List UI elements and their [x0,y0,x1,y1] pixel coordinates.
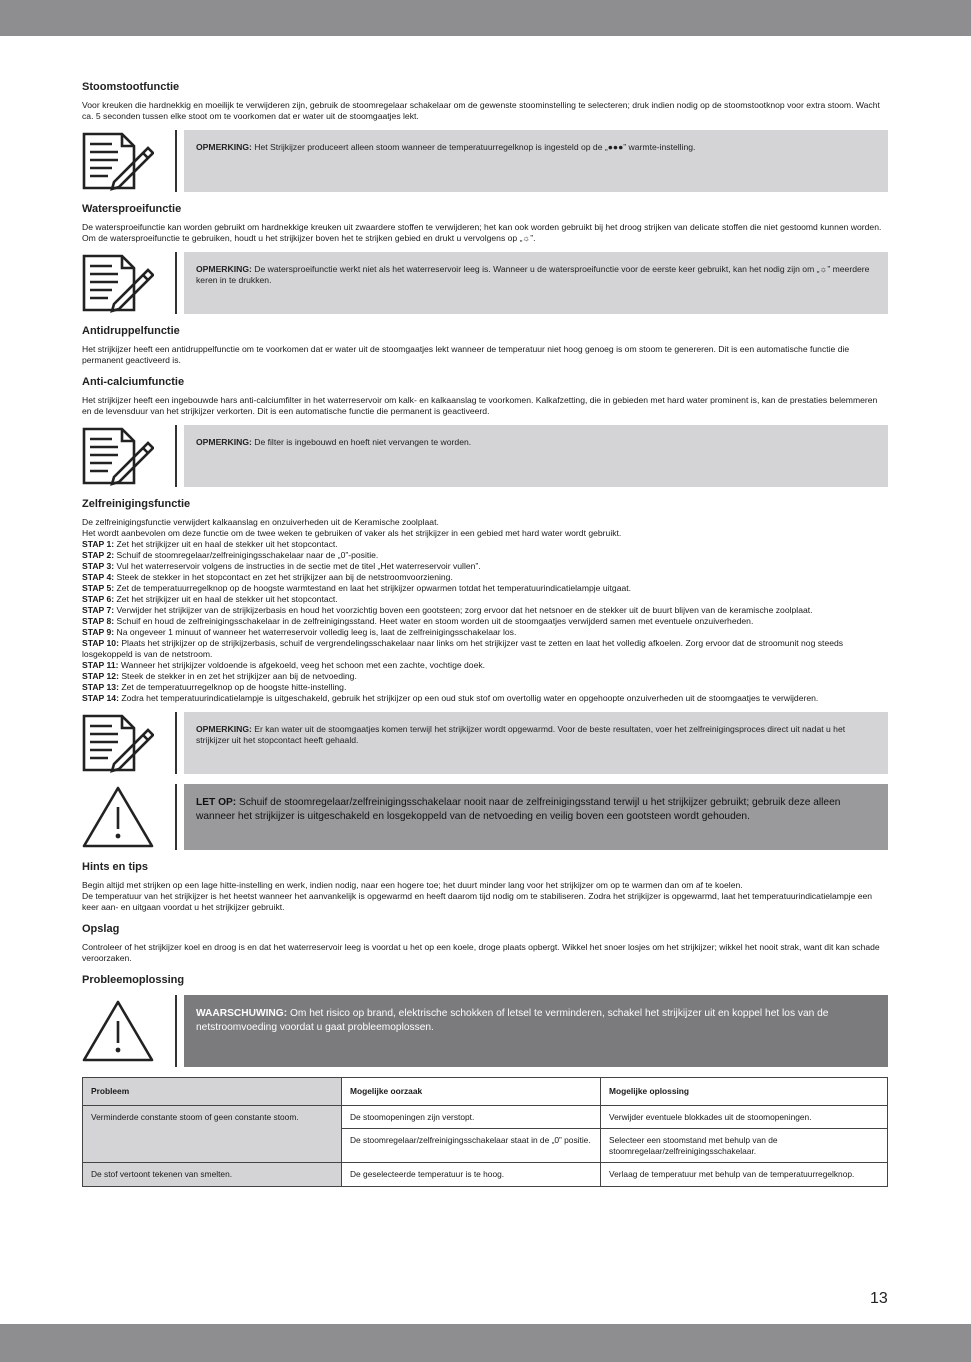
section-title: Zelfreinigingsfunctie [82,498,191,510]
cell-cause: De geselecteerde temperatuur is te hoog. [342,1163,601,1187]
step-4: STAP 4: Steek de stekker in het stopcontact en zet het strijkijzer aan bij de netstroomvoorziening. [82,572,453,582]
note-callout [82,252,888,314]
section-title: Stoomstootfunctie [82,81,180,93]
cell-problem: Verminderde constante stoom of geen constante stoom. [83,1105,342,1163]
section-body: De temperatuur van het strijkijzer is het heetst wanneer het aanvankelijk is opgewarmd en heeft daarom tijd nodig om te stabiliseren. Zodra het strijkijzer is opgewarmd, laat het temperatuurindicatielampje een keer aan- en uitgaan voordat u het strijkijzer gebruikt. [82,891,873,912]
caution-callout [82,784,888,850]
note-pencil-icon [82,130,162,192]
top-band [0,0,971,36]
note-pencil-icon [82,252,162,314]
step-8: STAP 8: Schuif en houd de zelfreinigingsschakelaar in de zelfreinigingsstand. Heet water en stoom worden uit de stoomgaatjes verwijderd samen met eventuele onzuiverheden. [82,616,754,626]
section-body: De zelfreinigingsfunctie verwijdert kalkaanslag en onzuiverheden uit de Keramische zoolplaat. [82,517,439,527]
caution-label: LET OP: [196,797,237,808]
header-solution: Mogelijke oplossing [601,1078,888,1106]
section-body: Voor kreuken die hardnekkig en moeilijk te verwijderen zijn, gebruik de stoomregelaar schakelaar om de gewenste stoominstelling te selecteren; druk indien nodig op de stoomstootknop voor extra stoom. Wacht ca. 5 seconden tussen elke stoot om te voorkomen dat er water uit de stoomgaatjes lekt. [82,100,880,121]
section-opslag [82,922,888,964]
step-14: STAP 14: Zodra het temperatuurindicatielampje is uitgeschakeld, gebruik het strijkijzer op een oud stuk stof om overtollig water en opgehoopte onzuiverheden uit de stoomgaatjes te verwijderen. [82,693,819,703]
cell-cause: De stoomopeningen zijn verstopt. [342,1105,601,1129]
bottom-band [0,1324,971,1362]
cell-problem: De stof vertoont tekenen van smelten. [83,1163,342,1187]
table-header-row [83,1078,888,1106]
section-stoomstoot [82,80,888,192]
callout-rule [175,784,177,850]
warning-triangle-icon [82,784,162,850]
callout-rule [175,252,177,314]
section-body: De watersproeifunctie kan worden gebruikt om hardnekkige kreuken uit zwaardere stoffen te verwijderen; het kan ook worden gebruikt bij het droog strijken van delicate stoffen die niet gestoomd kunnen worden. [82,222,882,232]
note-label: OPMERKING: [196,437,252,447]
table-row [83,1105,888,1129]
note-box [184,130,888,192]
cell-solution: Selecteer een stoomstand met behulp van de stoomregelaar/zelfreinigingsschakelaar. [601,1129,888,1163]
section-body: Om de watersproeifunctie te gebruiken, houdt u het strijkijzer boven het te strijken gebied en drukt u vervolgens op „☼”. [82,233,536,243]
section-watersproei [82,202,888,314]
section-title: Antidruppelfunctie [82,325,180,337]
section-body: Het strijkijzer heeft een ingebouwde hars anti-calciumfilter in het waterreservoir om kalk- en kalkaanslag te voorkomen. Kalkafzetting, die in gebieden met hard water prominent is, kan de prestaties belemmeren en de levensduur van het strijkijzer verkorten. Dit is een automatische functie die permanent is geactiveerd. [82,395,878,416]
note-callout [82,712,888,774]
note-pencil-icon [82,712,162,774]
caution-box [184,784,888,850]
section-title: Anti-calciumfunctie [82,376,185,388]
cell-solution: Verlaag de temperatuur met behulp van de temperatuurregelknop. [601,1163,888,1187]
cell-cause: De stoomregelaar/zelfreinigingsschakelaar staat in de „0” positie. [342,1129,601,1163]
note-label: OPMERKING: [196,142,252,152]
section-hints [82,860,888,913]
section-body: Het strijkijzer heeft een antidruppelfunctie om te voorkomen dat er water uit de stoomgaatjes lekt wanneer de temperatuur niet hoog genoeg is om stoom te genereren. Dit is een automatische functie die permanent geactiveerd is. [82,344,850,365]
section-body: Het wordt aanbevolen om deze functie om de twee weken te gebruiken of vaker als het strijkijzer in een gebied met hard water wordt gebruikt. [82,528,622,538]
warning-triangle-icon [82,995,162,1067]
step-11: STAP 11: Wanneer het strijkijzer voldoende is afgekoeld, veeg het schoon met een zachte, vochtige doek. [82,660,486,670]
section-probleem [82,973,888,1187]
note-box [184,425,888,487]
callout-rule [175,995,177,1067]
table-row [83,1163,888,1187]
callout-rule [175,425,177,487]
caution-text: Schuif de stoomregelaar/zelfreinigingsschakelaar nooit naar de zelfreinigingsstand terwijl u het strijkijzer gebruikt; gebruik deze alleen wanneer het strijkijzer is uitgeschakeld en losgekoppeld van de netvoeding en veilig boven een gootsteen wordt gehouden. [196,797,841,822]
step-2: STAP 2: Schuif de stoomregelaar/zelfreinigingsschakelaar naar de „0”-positie. [82,550,379,560]
cell-solution: Verwijder eventuele blokkades uit de stoomopeningen. [601,1105,888,1129]
note-pencil-icon [82,425,162,487]
step-10: STAP 10: Plaats het strijkijzer op de strijkijzerbasis, schuif de vergrendelingsschakelaar naar links om het strijkijzer vast te zetten en laat het volledig afkoelen. Zorg ervoor dat de stroomunit nog steeds losgekoppeld is van de netstroom. [82,638,844,659]
warning-callout [82,995,888,1067]
page-number: 13 [870,1290,888,1307]
section-zelfreiniging [82,497,888,850]
callout-rule [175,130,177,192]
note-text: Het Strijkijzer produceert alleen stoom wanneer de temperatuurregelknop is ingesteld op de „●●●” warmte-instelling. [251,142,696,152]
page-content [82,80,888,1196]
step-5: STAP 5: Zet de temperatuurregelknop op de hoogste warmtestand en laat het strijkijzer opwarmen totdat het temperatuurindicatielampje uitgaat. [82,583,632,593]
note-callout [82,130,888,192]
section-title: Watersproeifunctie [82,203,182,215]
section-title: Hints en tips [82,861,149,873]
step-7: STAP 7: Verwijder het strijkijzer van de strijkijzerbasis en houd het voorzichtig boven een gootsteen; zorg ervoor dat het netsnoer en de stekker uit de buurt blijven van de keramische zoolplaat. [82,605,813,615]
note-callout [82,425,888,487]
note-label: OPMERKING: [196,724,252,734]
section-antidruppel [82,324,888,366]
section-body: Controleer of het strijkijzer koel en droog is en dat het waterreservoir leeg is voordat u het op een koele, droge plaats opbergt. Wikkel het snoer losjes om het strijkijzer; wikkel het nooit strak, want dit kan schade veroorzaken. [82,942,880,963]
section-title: Probleemoplossing [82,974,185,986]
note-text: De filter is ingebouwd en hoeft niet vervangen te worden. [251,437,472,447]
step-13: STAP 13: Zet de temperatuurregelknop op de hoogste hitte-instelling. [82,682,347,692]
note-text: De watersproeifunctie werkt niet als het waterreservoir leeg is. Wanneer u de watersproeifunctie voor de eerste keer gebruikt, kan het nodig zijn om „☼” meerdere keren in te drukken. [196,264,870,285]
warning-box [184,995,888,1067]
step-1: STAP 1: Zet het strijkijzer uit en haal de stekker uit het stopcontact. [82,539,338,549]
note-label: OPMERKING: [196,264,252,274]
header-cause: Mogelijke oorzaak [342,1078,601,1106]
section-title: Opslag [82,923,120,935]
note-text: Er kan water uit de stoomgaatjes komen terwijl het strijkijzer wordt opgewarmd. Voor de beste resultaten, voer het zelfreinigingsproces direct uit nadat u het strijkijzer uit het stopcontact heeft gehaald. [196,724,846,745]
section-body: Begin altijd met strijken op een lage hitte-instelling en werk, indien nodig, naar een hogere toe; het duurt minder lang voor het strijkijzer om op te warmen dan om af te koelen. [82,880,743,890]
step-12: STAP 12: Steek de stekker in en zet het strijkijzer aan bij de netvoeding. [82,671,357,681]
step-6: STAP 6: Zet het strijkijzer uit en haal de stekker uit het stopcontact. [82,594,338,604]
warning-text: Om het risico op brand, elektrische schokken of letsel te verminderen, schakel het strijkijzer uit en koppel het los van de netstroomvoeding voordat u gaat probleemoplossen. [196,1008,829,1033]
callout-rule [175,712,177,774]
step-3: STAP 3: Vul het waterreservoir volgens de instructies in de sectie met de titel „Het waterreservoir vullen”. [82,561,481,571]
header-problem: Probleem [83,1078,342,1106]
section-anticalcium [82,375,888,487]
troubleshooting-table [82,1077,888,1187]
note-box [184,252,888,314]
note-box [184,712,888,774]
step-9: STAP 9: Na ongeveer 1 minuut of wanneer het waterreservoir volledig leeg is, laat de zelfreinigingsschakelaar los. [82,627,517,637]
warning-label: WAARSCHUWING: [196,1008,288,1019]
